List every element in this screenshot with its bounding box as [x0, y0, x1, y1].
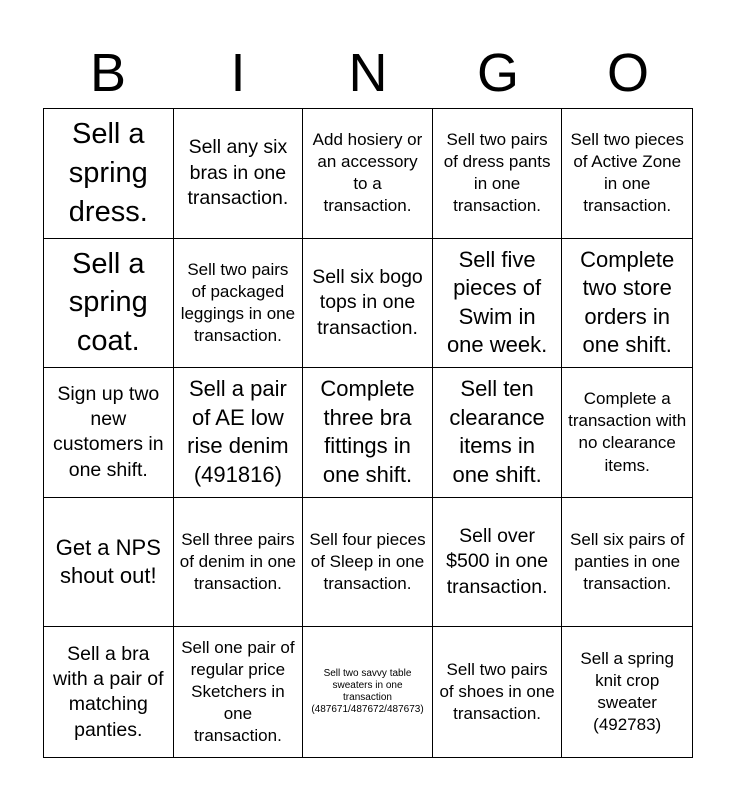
header-letter-o: O — [606, 43, 649, 103]
bingo-cell-r2-c1[interactable]: Sell a spring coat. — [44, 239, 174, 369]
bingo-cell-r1-c4[interactable]: Sell two pairs of dress pants in one transaction. — [433, 109, 563, 239]
bingo-cell-r2-c4[interactable]: Sell five pieces of Swim in one week. — [433, 239, 563, 369]
bingo-cell-r3-c1[interactable]: Sign up two new customers in one shift. — [44, 368, 174, 498]
header-letter-n: N — [348, 43, 388, 103]
bingo-cell-r3-c4[interactable]: Sell ten clearance items in one shift. — [433, 368, 563, 498]
bingo-cell-r4-c2[interactable]: Sell three pairs of denim in one transaction. — [174, 498, 304, 628]
bingo-cell-r2-c3[interactable]: Sell six bogo tops in one transaction. — [303, 239, 433, 369]
bingo-cell-r2-c2[interactable]: Sell two pairs of packaged leggings in one transaction. — [174, 239, 304, 369]
bingo-cell-r3-c2[interactable]: Sell a pair of AE low rise denim (491816) — [174, 368, 304, 498]
bingo-cell-r4-c4[interactable]: Sell over $500 in one transaction. — [433, 498, 563, 628]
header-letter-g: G — [476, 43, 519, 103]
bingo-cell-r1-c3[interactable]: Add hosiery or an accessory to a transaction. — [303, 109, 433, 239]
bingo-cell-r3-c3[interactable]: Complete three bra fittings in one shift. — [303, 368, 433, 498]
bingo-cell-r1-c1[interactable]: Sell a spring dress. — [44, 109, 174, 239]
bingo-cell-r2-c5[interactable]: Complete two store orders in one shift. — [562, 239, 692, 369]
bingo-cell-r1-c2[interactable]: Sell any six bras in one transaction. — [174, 109, 304, 239]
bingo-cell-r4-c5[interactable]: Sell six pairs of panties in one transaction. — [562, 498, 692, 628]
bingo-cell-r5-c3[interactable]: Sell two savvy table sweaters in one transaction (487671/487672/487673) — [303, 627, 433, 757]
header-letter-i: I — [230, 43, 246, 103]
bingo-cell-r1-c5[interactable]: Sell two pieces of Active Zone in one transaction. — [562, 109, 692, 239]
bingo-board — [43, 108, 693, 758]
bingo-cell-r5-c5[interactable]: Sell a spring knit crop sweater (492783) — [580, 649, 674, 735]
bingo-cell-r5-c1[interactable]: Sell a bra with a pair of matching panties. — [44, 627, 174, 757]
bingo-cell-r5-c4[interactable]: Sell two pairs of shoes in one transaction. — [433, 627, 563, 757]
bingo-cell-r4-c1[interactable]: Get a NPS shout out! — [44, 498, 174, 628]
bingo-cell-r4-c3[interactable]: Sell four pieces of Sleep in one transaction. — [303, 498, 433, 628]
bingo-cell-r3-c5[interactable]: Complete a transaction with no clearance items. — [562, 368, 692, 498]
header-letter-b: B — [89, 43, 127, 103]
bingo-header — [43, 38, 693, 108]
bingo-cell-r5-c2[interactable]: Sell one pair of regular price Sketchers in one transaction. — [174, 627, 304, 757]
